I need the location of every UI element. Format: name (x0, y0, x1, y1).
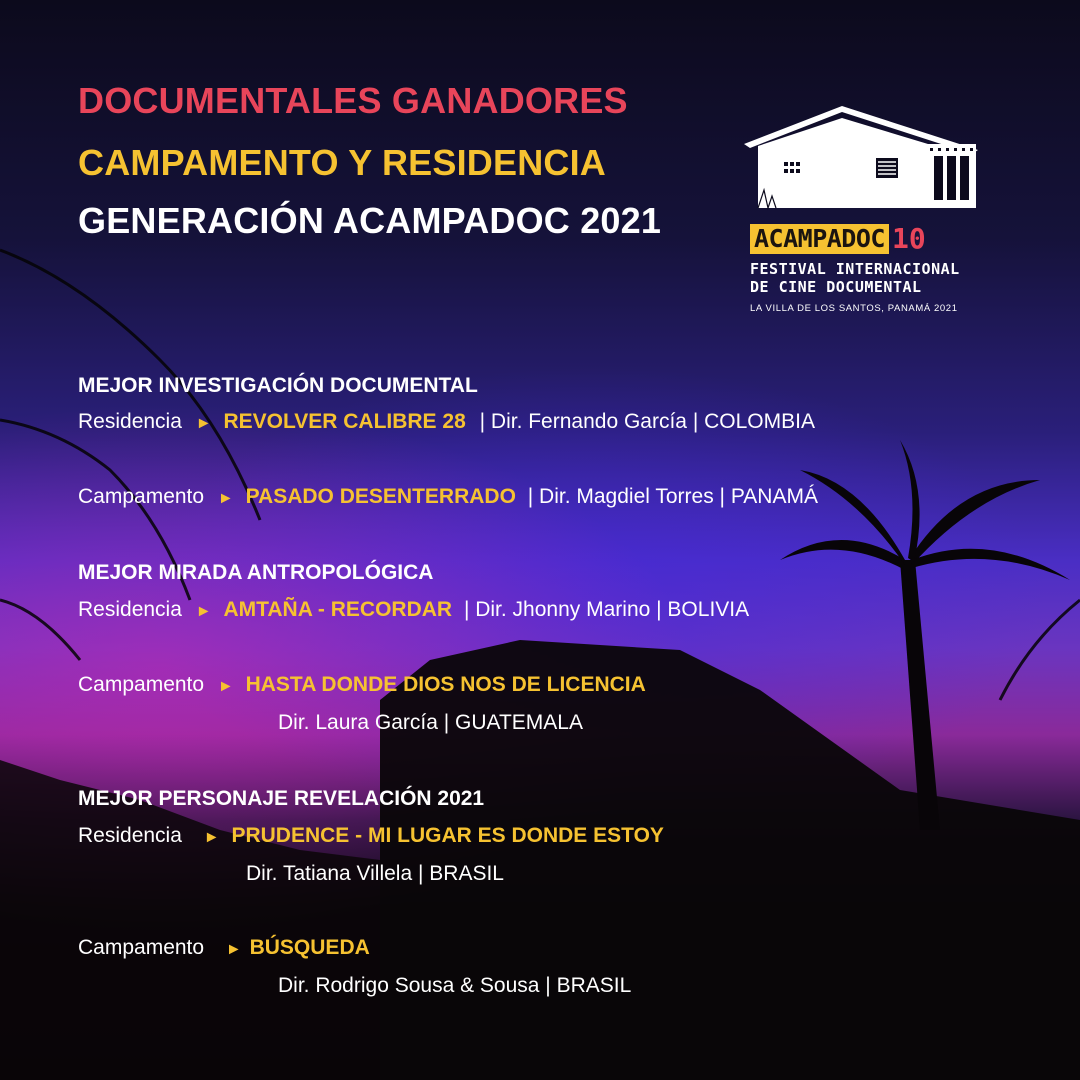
entry-category: Campamento (78, 936, 205, 959)
entry-credit: Dir. Tatiana Villela | BRASIL (246, 862, 504, 885)
entry-credit: | Dir. Magdiel Torres | PANAMÁ (527, 485, 818, 508)
logo-edition: 10 (891, 222, 926, 255)
entry-film: BÚSQUEDA (249, 936, 370, 959)
entry-film: AMTAÑA - RECORDAR (223, 598, 453, 621)
house-icon (742, 100, 982, 218)
acampadoc-logo (742, 100, 982, 320)
arrow-icon: ► (195, 415, 212, 432)
entry-film: REVOLVER CALIBRE 28 (223, 410, 466, 433)
arrow-icon: ► (195, 603, 212, 620)
logo-cine-line: DE CINE DOCUMENTAL (750, 278, 922, 296)
arrow-icon: ► (217, 678, 234, 695)
entry-row (78, 410, 815, 434)
logo-brand (750, 224, 926, 254)
entry-film: PRUDENCE - MI LUGAR ES DONDE ESTOY (231, 824, 664, 847)
logo-festival-line: FESTIVAL INTERNACIONAL (750, 260, 960, 278)
entry-category: Campamento (78, 485, 205, 508)
arrow-icon: ► (217, 490, 234, 507)
arrow-icon: ► (203, 829, 220, 846)
arrow-icon: ► (225, 941, 242, 958)
logo-brand-name: ACAMPADOC (750, 224, 889, 254)
entry-film: HASTA DONDE DIOS NOS DE LICENCIA (245, 673, 646, 696)
entry-row (78, 598, 749, 622)
title-campamento-residencia: CAMPAMENTO Y RESIDENCIA (78, 142, 607, 183)
entry-category: Residencia (78, 410, 182, 433)
entry-category: Residencia (78, 598, 182, 621)
entry-credit: | Dir. Fernando García | COLOMBIA (479, 410, 815, 433)
section-heading-investigacion: MEJOR INVESTIGACIÓN DOCUMENTAL (78, 374, 478, 397)
title-documentales-ganadores: DOCUMENTALES GANADORES (78, 80, 628, 121)
title-generacion: GENERACIÓN ACAMPADOC 2021 (78, 200, 662, 241)
entry-film: PASADO DESENTERRADO (245, 485, 516, 508)
section-heading-antropologica: MEJOR MIRADA ANTROPOLÓGICA (78, 561, 434, 584)
entry-credit: Dir. Laura García | GUATEMALA (278, 711, 583, 734)
entry-category: Residencia (78, 824, 182, 847)
entry-category: Campamento (78, 673, 205, 696)
entry-row (78, 936, 370, 960)
entry-credit: Dir. Rodrigo Sousa & Sousa | BRASIL (278, 974, 632, 997)
logo-location-line: LA VILLA DE LOS SANTOS, PANAMÁ 2021 (750, 303, 958, 314)
house-roof-silhouette (380, 640, 1080, 1080)
entry-row (78, 673, 646, 697)
section-heading-personaje: MEJOR PERSONAJE REVELACIÓN 2021 (78, 787, 485, 810)
entry-row (78, 824, 664, 848)
entry-row (78, 485, 818, 509)
entry-credit: | Dir. Jhonny Marino | BOLIVIA (463, 598, 750, 621)
